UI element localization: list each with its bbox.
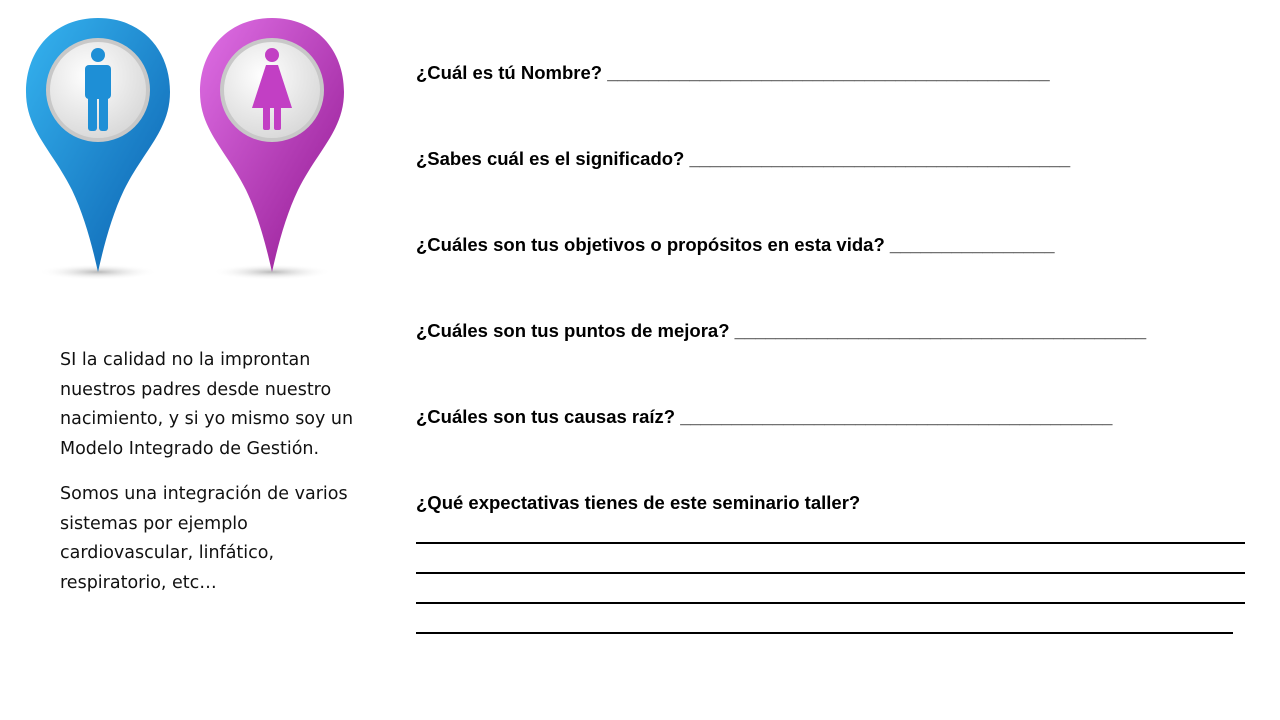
answer-line — [416, 572, 1245, 574]
intro-text — [60, 346, 360, 614]
question-improvement-points: ¿Cuáles son tus puntos de mejora? ________________________________________ — [416, 320, 1147, 341]
answer-line — [416, 542, 1245, 544]
intro-paragraph-2: Somos una integración de varios sistemas por ejemplo cardiovascular, linfático, respiratorio, etc… — [60, 484, 348, 593]
gender-pins-illustration — [20, 10, 370, 290]
question-root-causes: ¿Cuáles son tus causas raíz? __________________________________________ — [416, 406, 1113, 427]
answer-line — [416, 632, 1233, 634]
intro-paragraph-1: SI la calidad no la improntan nuestros padres desde nuestro nacimiento, y si yo mismo soy un Modelo Integrado de Gestión. — [60, 350, 354, 459]
female-location-pin — [200, 18, 344, 272]
question-name: ¿Cuál es tú Nombre? ___________________________________________ — [416, 62, 1050, 83]
question-meaning: ¿Sabes cuál es el significado? _____________________________________ — [416, 148, 1071, 169]
answer-line — [416, 602, 1245, 604]
question-objectives: ¿Cuáles son tus objetivos o propósitos en esta vida? ________________ — [416, 234, 1055, 255]
question-expectations: ¿Qué expectativas tienes de este seminario taller? — [416, 492, 861, 513]
male-location-pin — [26, 18, 170, 272]
